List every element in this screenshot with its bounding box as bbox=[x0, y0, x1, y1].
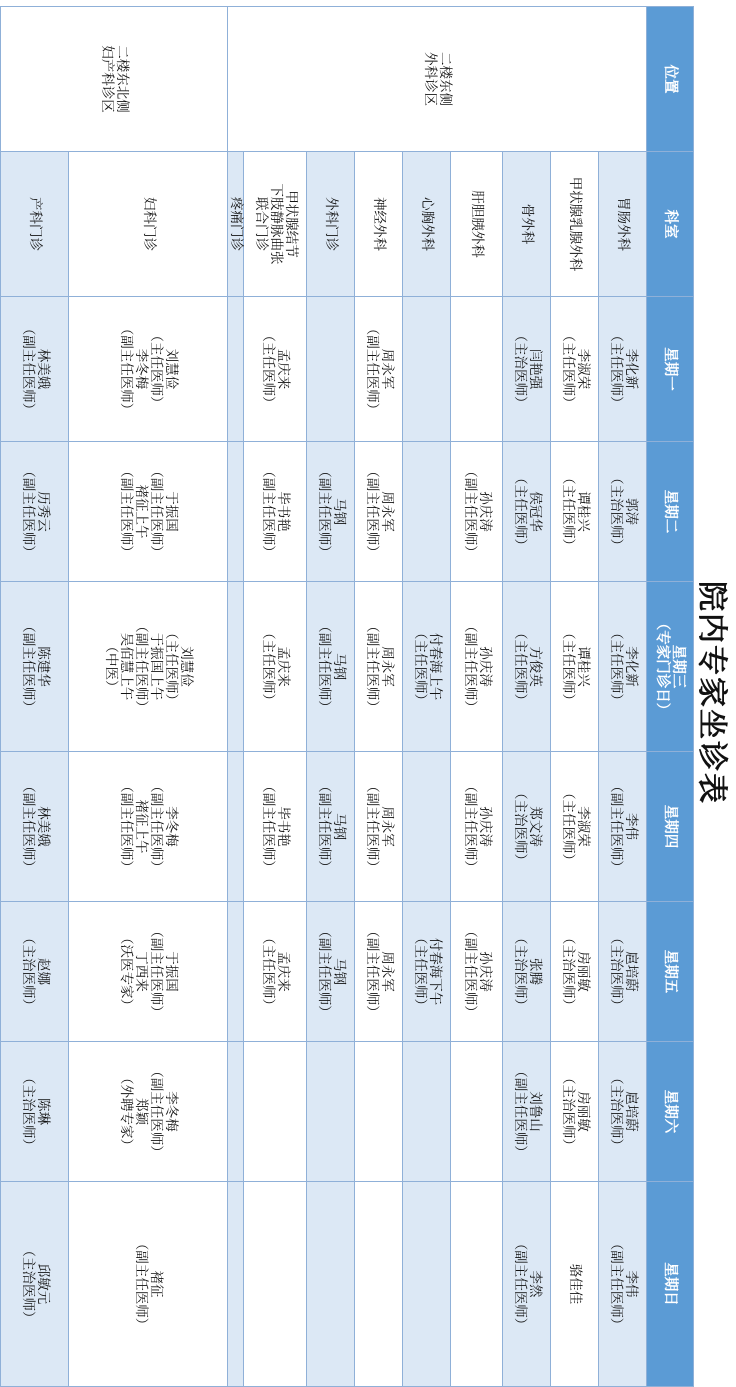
doctor-cell-wed: 刘慧俭 （主任医师） 于振国上午 （副主任医师） 吴佰慧上午 （中医） bbox=[69, 582, 227, 752]
doctor-cell-sun bbox=[307, 1182, 355, 1387]
doctor-cell-wed: 方俊英 （主任医师） bbox=[503, 582, 551, 752]
doctor-cell-mon bbox=[227, 297, 243, 442]
department-cell: 心胸外科 bbox=[403, 152, 451, 297]
doctor-cell-sun: 李然 （副主任医师） bbox=[503, 1182, 551, 1387]
doctor-cell-tue: 马钢 （副主任医师） bbox=[307, 442, 355, 582]
doctor-cell-fri: 周永军 （副主任医师） bbox=[355, 902, 403, 1042]
header-monday: 星期一 bbox=[647, 297, 694, 442]
doctor-cell-sun: 李伟 （副主任医师） bbox=[599, 1182, 647, 1387]
doctor-cell-fri bbox=[227, 902, 243, 1042]
doctor-cell-wed: 陈建华 （副主任医师） bbox=[1, 582, 69, 752]
doctor-cell-wed bbox=[227, 582, 243, 752]
table-row bbox=[403, 7, 451, 1387]
doctor-cell-tue: 周永军 （副主任医师） bbox=[355, 442, 403, 582]
department-cell: 甲状腺结节 下肢静脉曲张 联合门诊 bbox=[244, 152, 307, 297]
page-title: 院内专家坐诊表 bbox=[694, 581, 729, 805]
department-cell: 神经外科 bbox=[355, 152, 403, 297]
doctor-cell-thu: 孙庆涛 （副主任医师） bbox=[451, 752, 503, 902]
schedule-container bbox=[0, 6, 694, 1386]
doctor-cell-fri: 张腾 （主治医师） bbox=[503, 902, 551, 1042]
doctor-cell-sat bbox=[227, 1042, 243, 1182]
department-cell: 外科门诊 bbox=[307, 152, 355, 297]
doctor-cell-sat: 陈琳 （主治医师） bbox=[1, 1042, 69, 1182]
doctor-cell-thu bbox=[227, 752, 243, 902]
doctor-cell-mon: 刘慧俭 （主任医师） 李冬梅 （副主任医师） bbox=[69, 297, 227, 442]
header-wednesday: 星期三 （专家门诊日） bbox=[647, 582, 694, 752]
doctor-cell-sun bbox=[403, 1182, 451, 1387]
header-tuesday: 星期二 bbox=[647, 442, 694, 582]
doctor-cell-tue: 于振国 （副主任医师） 褚征上午 （副主任医师） bbox=[69, 442, 227, 582]
doctor-cell-fri: 付春海下午 （主任医师） bbox=[403, 902, 451, 1042]
doctor-cell-fri: 于振国 （副主任医师） 丁西来 （沃医专家） bbox=[69, 902, 227, 1042]
doctor-cell-sun bbox=[227, 1182, 243, 1387]
doctor-cell-mon: 周永军 （副主任医师） bbox=[355, 297, 403, 442]
table-row bbox=[355, 7, 403, 1387]
header-sunday: 星期日 bbox=[647, 1182, 694, 1387]
doctor-cell-tue: 侯冠华 （主任医师） bbox=[503, 442, 551, 582]
doctor-cell-sat bbox=[307, 1042, 355, 1182]
doctor-cell-tue: 谭桂兴 （主任医师） bbox=[551, 442, 599, 582]
doctor-cell-sun: 褚征 （副主任医师） bbox=[69, 1182, 227, 1387]
doctor-cell-sat: 扈培蔚 （主治医师） bbox=[599, 1042, 647, 1182]
doctor-cell-fri: 孙庆涛 （副主任医师） bbox=[451, 902, 503, 1042]
doctor-cell-mon: 林美娥 （副主任医师） bbox=[1, 297, 69, 442]
department-cell: 肝胆胰外科 bbox=[451, 152, 503, 297]
doctor-cell-thu: 周永军 （副主任医师） bbox=[355, 752, 403, 902]
doctor-cell-wed: 孙庆涛 （副主任医师） bbox=[451, 582, 503, 752]
doctor-cell-thu bbox=[403, 752, 451, 902]
header-location: 位置 bbox=[647, 7, 694, 152]
doctor-cell-wed: 周永军 （副主任医师） bbox=[355, 582, 403, 752]
doctor-cell-tue bbox=[227, 442, 243, 582]
doctor-cell-sun: 邱敏元 （主治医师） bbox=[1, 1182, 69, 1387]
header-thursday: 星期四 bbox=[647, 752, 694, 902]
header-row bbox=[647, 7, 694, 1387]
doctor-cell-sat: 李冬梅 （副主任医师） 郑颖 （外聘专家） bbox=[69, 1042, 227, 1182]
doctor-cell-sat: 房丽敏 （主治医师） bbox=[551, 1042, 599, 1182]
doctor-cell-sat: 刘鲁山 （副主任医师） bbox=[503, 1042, 551, 1182]
doctor-cell-wed: 李化新 （主任医师） bbox=[599, 582, 647, 752]
table-row bbox=[307, 7, 355, 1387]
doctor-cell-thu: 马钢 （副主任医师） bbox=[307, 752, 355, 902]
header-saturday: 星期六 bbox=[647, 1042, 694, 1182]
doctor-cell-tue: 历秀云 （副主任医师） bbox=[1, 442, 69, 582]
doctor-cell-sat bbox=[451, 1042, 503, 1182]
doctor-cell-thu: 李冬梅 （副主任医师） 褚征上午 （副主任医师） bbox=[69, 752, 227, 902]
table-row bbox=[1, 7, 69, 1387]
doctor-cell-mon: 闫艳强 （主治医师） bbox=[503, 297, 551, 442]
header-friday: 星期五 bbox=[647, 902, 694, 1042]
doctor-cell-mon: 李化新 （主任医师） bbox=[599, 297, 647, 442]
table-row bbox=[227, 7, 243, 1387]
doctor-cell-fri: 赵娜 （主治医师） bbox=[1, 902, 69, 1042]
doctor-cell-tue bbox=[403, 442, 451, 582]
doctor-cell-wed: 谭桂兴 （主任医师） bbox=[551, 582, 599, 752]
table-row bbox=[551, 7, 599, 1387]
doctor-cell-sun bbox=[244, 1182, 307, 1387]
department-cell: 疼痛门诊 bbox=[227, 152, 243, 297]
doctor-cell-mon bbox=[403, 297, 451, 442]
location-cell: 二楼东北侧 妇产科诊区 bbox=[1, 7, 228, 152]
doctor-cell-mon: 李淑荣 （主任医师） bbox=[551, 297, 599, 442]
doctor-cell-mon: 孟庆来 （主任医师） bbox=[244, 297, 307, 442]
doctor-cell-fri: 扈培蔚 （主治医师） bbox=[599, 902, 647, 1042]
doctor-cell-thu: 郑文涛 （主治医师） bbox=[503, 752, 551, 902]
doctor-cell-thu: 林美娥 （副主任医师） bbox=[1, 752, 69, 902]
table-row bbox=[244, 7, 307, 1387]
doctor-cell-thu: 李伟 （副主任医师） bbox=[599, 752, 647, 902]
doctor-cell-tue: 孙庆涛 （副主任医师） bbox=[451, 442, 503, 582]
doctor-cell-sun bbox=[451, 1182, 503, 1387]
table-row bbox=[69, 7, 227, 1387]
doctor-cell-wed: 孟庆来 （主任医师） bbox=[244, 582, 307, 752]
doctor-cell-thu: 李淑荣 （主任医师） bbox=[551, 752, 599, 902]
doctor-cell-wed: 马钢 （副主任医师） bbox=[307, 582, 355, 752]
department-cell: 产科门诊 bbox=[1, 152, 69, 297]
doctor-cell-mon bbox=[451, 297, 503, 442]
doctor-cell-sat bbox=[403, 1042, 451, 1182]
schedule-table bbox=[0, 6, 694, 1387]
doctor-cell-mon bbox=[307, 297, 355, 442]
department-cell: 甲状腺乳腺外科 bbox=[551, 152, 599, 297]
table-row bbox=[599, 7, 647, 1387]
location-cell: 二楼东侧 外科诊区 bbox=[227, 7, 646, 152]
doctor-cell-thu: 毕书艳 （副主任医师） bbox=[244, 752, 307, 902]
header-department: 科室 bbox=[647, 152, 694, 297]
department-cell: 妇科门诊 bbox=[69, 152, 227, 297]
doctor-cell-fri: 孟庆来 （主任医师） bbox=[244, 902, 307, 1042]
doctor-cell-sat bbox=[244, 1042, 307, 1182]
doctor-cell-sun bbox=[355, 1182, 403, 1387]
doctor-cell-sat bbox=[355, 1042, 403, 1182]
table-row bbox=[503, 7, 551, 1387]
doctor-cell-tue: 郭涛 （主治医师） bbox=[599, 442, 647, 582]
doctor-cell-fri: 马钢 （副主任医师） bbox=[307, 902, 355, 1042]
doctor-cell-sun: 骆佳佳 bbox=[551, 1182, 599, 1387]
doctor-cell-tue: 毕书艳 （副主任医师） bbox=[244, 442, 307, 582]
department-cell: 胃肠外科 bbox=[599, 152, 647, 297]
doctor-cell-fri: 房丽敏 （主治医师） bbox=[551, 902, 599, 1042]
doctor-cell-wed: 付春海上午 （主任医师） bbox=[403, 582, 451, 752]
table-row bbox=[451, 7, 503, 1387]
department-cell: 骨外科 bbox=[503, 152, 551, 297]
